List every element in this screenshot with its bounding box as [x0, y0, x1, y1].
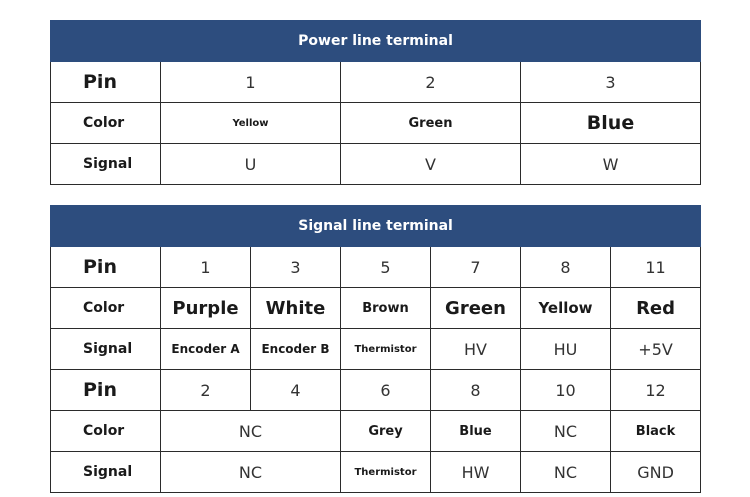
signal-pin-cell: 7: [431, 247, 521, 288]
signal-color-cell: Blue: [431, 411, 521, 452]
signal-pin-cell: 11: [611, 247, 701, 288]
signal-label: Signal: [51, 144, 161, 185]
power-signal-cell: U: [161, 144, 341, 185]
power-pin-cell: 3: [521, 62, 701, 103]
signal-line-terminal-table: [50, 205, 701, 493]
power-color-cell: Yellow: [161, 103, 341, 144]
signal-color-cell: Yellow: [521, 288, 611, 329]
signal-signal-row-1: [51, 329, 701, 370]
pin-label: Pin: [51, 247, 161, 288]
signal-signal-cell: NC: [161, 452, 341, 493]
power-signal-cell: V: [341, 144, 521, 185]
pin-label: Pin: [51, 62, 161, 103]
signal-pin-cell: 6: [341, 370, 431, 411]
signal-signal-cell: +5V: [611, 329, 701, 370]
power-table-title: Power line terminal: [51, 21, 701, 62]
signal-color-cell: NC: [161, 411, 341, 452]
power-pin-cell: 1: [161, 62, 341, 103]
power-pin-cell: 2: [341, 62, 521, 103]
signal-color-row-1: [51, 288, 701, 329]
signal-color-cell: White: [251, 288, 341, 329]
signal-color-row-2: [51, 411, 701, 452]
signal-table-title: Signal line terminal: [51, 206, 701, 247]
signal-signal-row-2: [51, 452, 701, 493]
signal-color-cell: NC: [521, 411, 611, 452]
signal-pin-cell: 8: [521, 247, 611, 288]
signal-label: Signal: [51, 329, 161, 370]
signal-signal-cell: GND: [611, 452, 701, 493]
signal-pin-row-1: [51, 247, 701, 288]
signal-color-cell: Black: [611, 411, 701, 452]
signal-pin-cell: 3: [251, 247, 341, 288]
power-pin-row: [51, 62, 701, 103]
signal-signal-cell: NC: [521, 452, 611, 493]
signal-signal-cell: HU: [521, 329, 611, 370]
power-color-cell: Green: [341, 103, 521, 144]
signal-pin-cell: 1: [161, 247, 251, 288]
signal-signal-cell: Encoder B: [251, 329, 341, 370]
signal-pin-cell: 10: [521, 370, 611, 411]
color-label: Color: [51, 411, 161, 452]
signal-color-cell: Grey: [341, 411, 431, 452]
signal-color-cell: Purple: [161, 288, 251, 329]
signal-pin-cell: 12: [611, 370, 701, 411]
power-color-row: [51, 103, 701, 144]
signal-signal-cell: Thermistor: [341, 329, 431, 370]
power-signal-cell: W: [521, 144, 701, 185]
signal-pin-cell: 5: [341, 247, 431, 288]
signal-signal-cell: Encoder A: [161, 329, 251, 370]
power-signal-row: [51, 144, 701, 185]
color-label: Color: [51, 103, 161, 144]
signal-color-cell: Red: [611, 288, 701, 329]
signal-color-cell: Green: [431, 288, 521, 329]
power-line-terminal-table: [50, 20, 701, 185]
signal-pin-row-2: [51, 370, 701, 411]
signal-signal-cell: HV: [431, 329, 521, 370]
color-label: Color: [51, 288, 161, 329]
signal-color-cell: Brown: [341, 288, 431, 329]
signal-signal-cell: Thermistor: [341, 452, 431, 493]
signal-label: Signal: [51, 452, 161, 493]
signal-pin-cell: 4: [251, 370, 341, 411]
power-color-cell: Blue: [521, 103, 701, 144]
signal-signal-cell: HW: [431, 452, 521, 493]
signal-pin-cell: 8: [431, 370, 521, 411]
signal-pin-cell: 2: [161, 370, 251, 411]
pin-label: Pin: [51, 370, 161, 411]
